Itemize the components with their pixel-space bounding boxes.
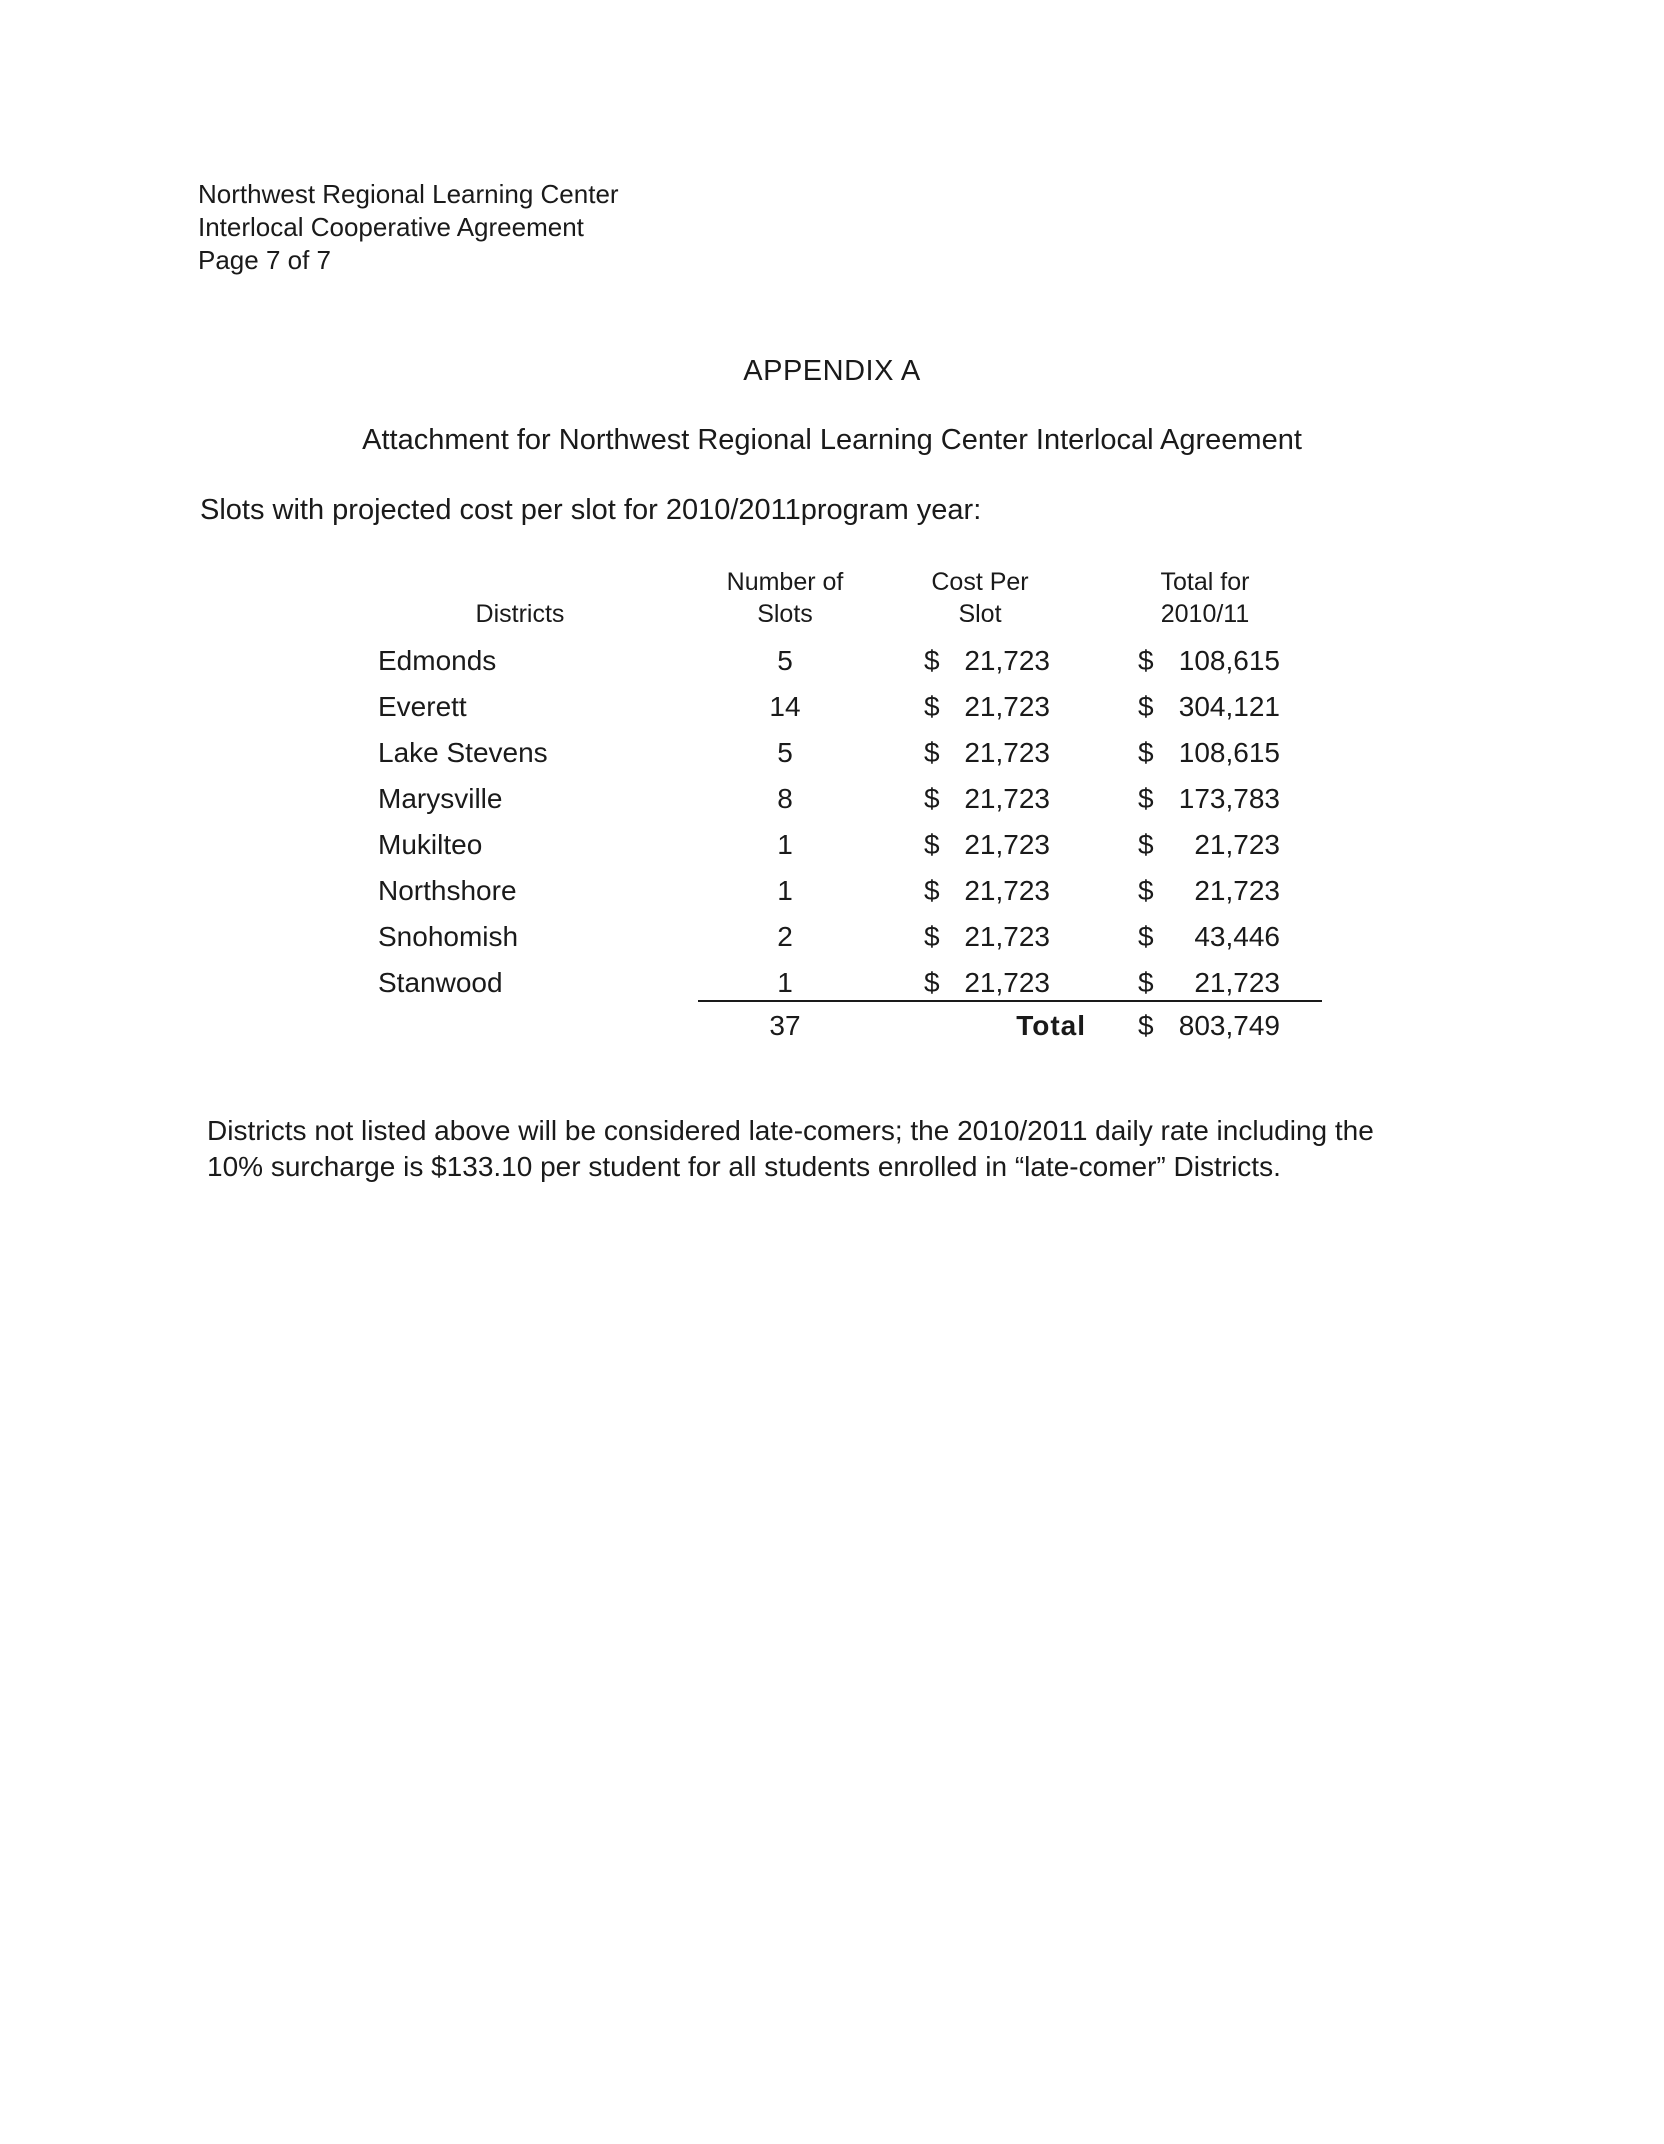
currency-symbol: $ <box>1138 875 1154 906</box>
slot-count: 8 <box>777 783 793 814</box>
total-row <box>0 1003 1664 1049</box>
col-header-total <box>1125 566 1285 630</box>
cost-per-slot: 21,723 <box>964 691 1050 722</box>
currency-symbol: $ <box>1138 783 1154 814</box>
district-name: Edmonds <box>378 645 497 676</box>
col-header-districts <box>440 598 600 630</box>
cost-per-slot: 21,723 <box>964 829 1050 860</box>
col-header-cost <box>900 566 1060 630</box>
currency-symbol: $ <box>1138 645 1154 676</box>
district-name: Marysville <box>378 783 503 814</box>
table-row <box>0 914 1664 960</box>
currency-symbol: $ <box>924 737 940 768</box>
late-comer-note-line2: 10% surcharge is $133.10 per student for all students enrolled in “late-comer” Districts. <box>207 1151 1281 1182</box>
cost-per-slot: 21,723 <box>964 783 1050 814</box>
slot-count: 5 <box>777 645 793 676</box>
currency-symbol: $ <box>924 967 940 998</box>
col-header-slots-line1: Number of <box>726 568 844 596</box>
table-row <box>0 822 1664 868</box>
header-agreement-name: Interlocal Cooperative Agreement <box>198 212 584 242</box>
currency-symbol: $ <box>1138 829 1154 860</box>
grand-total: 803,749 <box>1178 1010 1280 1041</box>
table-row <box>0 868 1664 914</box>
cost-per-slot: 21,723 <box>964 737 1050 768</box>
cost-per-slot: 21,723 <box>964 645 1050 676</box>
row-total: 21,723 <box>1194 967 1280 998</box>
slot-count: 1 <box>777 875 793 906</box>
row-total: 108,615 <box>1178 737 1280 768</box>
header-page-number: Page 7 of 7 <box>198 245 331 275</box>
currency-symbol: $ <box>924 875 940 906</box>
total-slot-count: 37 <box>769 1010 801 1041</box>
currency-symbol: $ <box>924 691 940 722</box>
district-name: Lake Stevens <box>378 737 548 768</box>
header-org-name: Northwest Regional Learning Center <box>198 179 619 209</box>
attachment-line: Attachment for Northwest Regional Learning Center Interlocal Agreement <box>362 424 1302 456</box>
cost-per-slot: 21,723 <box>964 875 1050 906</box>
currency-symbol: $ <box>924 829 940 860</box>
row-total: 43,446 <box>1194 921 1280 952</box>
slot-count: 14 <box>769 691 801 722</box>
table-row <box>0 684 1664 730</box>
slot-count: 1 <box>777 967 793 998</box>
currency-symbol: $ <box>1138 737 1154 768</box>
row-total: 21,723 <box>1194 829 1280 860</box>
row-total: 21,723 <box>1194 875 1280 906</box>
slots-intro-text: Slots with projected cost per slot for 2010/2011program year: <box>200 494 982 526</box>
slot-count: 2 <box>777 921 793 952</box>
cost-per-slot: 21,723 <box>964 967 1050 998</box>
currency-symbol: $ <box>1138 691 1154 722</box>
currency-symbol: $ <box>924 921 940 952</box>
currency-symbol: $ <box>924 783 940 814</box>
col-header-slots-line2: Slots <box>757 600 813 628</box>
currency-symbol: $ <box>924 645 940 676</box>
late-comer-note <box>207 1113 1507 1185</box>
total-label: Total <box>1016 1010 1086 1041</box>
district-name: Snohomish <box>378 921 519 952</box>
table-row <box>0 776 1664 822</box>
appendix-title: APPENDIX A <box>743 355 921 387</box>
slot-count: 5 <box>777 737 793 768</box>
col-header-total-line2: 2010/11 <box>1160 600 1250 628</box>
table-row <box>0 638 1664 684</box>
currency-symbol: $ <box>1138 921 1154 952</box>
row-total: 304,121 <box>1178 691 1280 722</box>
row-total: 173,783 <box>1178 783 1280 814</box>
slot-count: 1 <box>777 829 793 860</box>
col-header-cost-line2: Slot <box>958 600 1002 628</box>
table-row <box>0 730 1664 776</box>
district-name: Everett <box>378 691 467 722</box>
total-divider-line <box>698 1000 1322 1002</box>
cost-per-slot: 21,723 <box>964 921 1050 952</box>
col-header-cost-line1: Cost Per <box>931 568 1029 596</box>
currency-symbol: $ <box>1138 1010 1154 1041</box>
late-comer-note-line1: Districts not listed above will be considered late-comers; the 2010/2011 daily rate including the <box>207 1115 1374 1146</box>
currency-symbol: $ <box>1138 967 1154 998</box>
col-header-total-line1: Total for <box>1160 568 1250 596</box>
district-name: Mukilteo <box>378 829 483 860</box>
district-name: Stanwood <box>378 967 503 998</box>
district-name: Northshore <box>378 875 517 906</box>
col-header-districts-label: Districts <box>475 600 565 628</box>
col-header-slots <box>705 566 865 630</box>
row-total: 108,615 <box>1178 645 1280 676</box>
